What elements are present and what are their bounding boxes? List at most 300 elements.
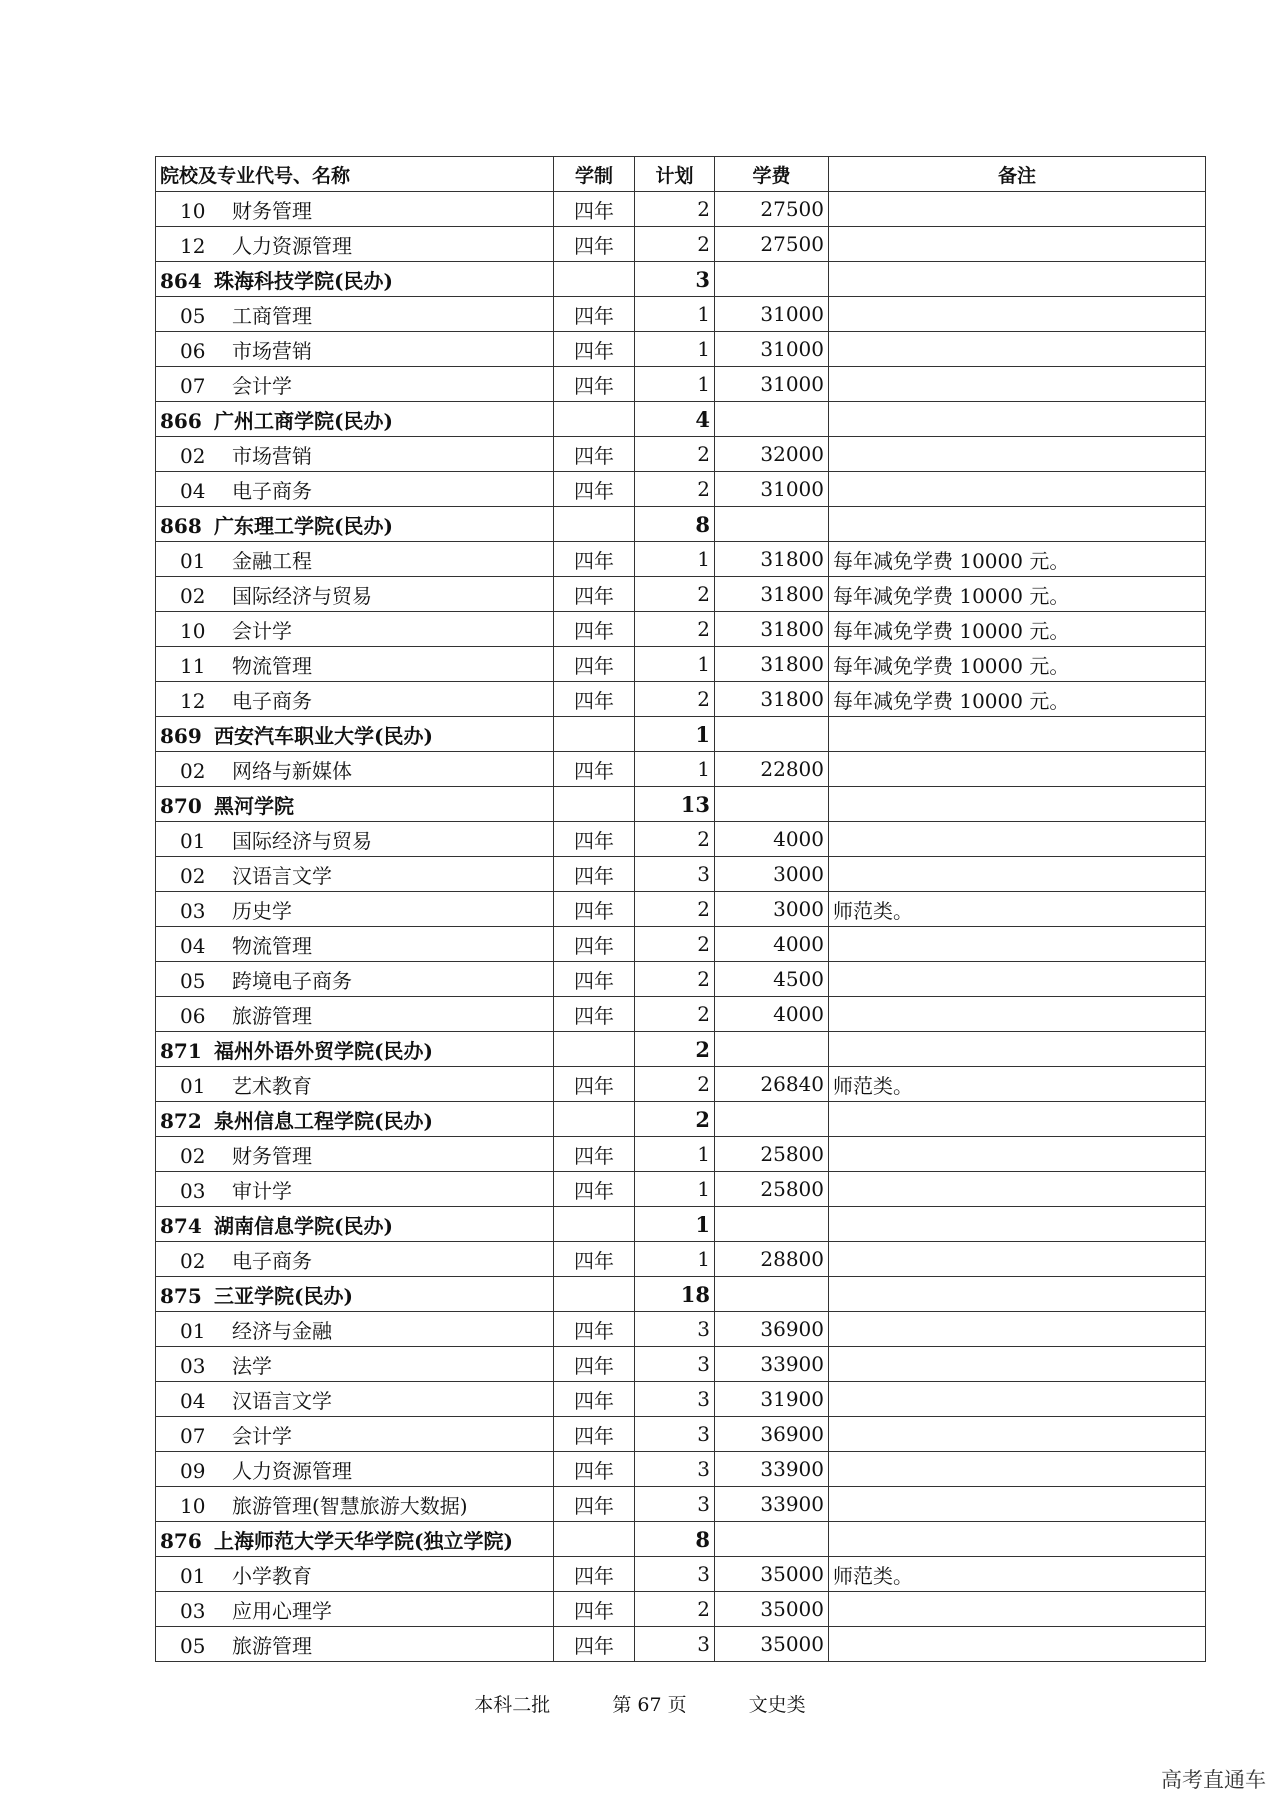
major-code: 03 — [180, 898, 206, 923]
plan-cell: 1 — [635, 297, 715, 332]
school-row — [156, 1522, 1206, 1557]
years-cell — [554, 1277, 635, 1312]
plan-cell: 3 — [635, 857, 715, 892]
major-name-cell — [156, 1347, 554, 1382]
fee-cell — [715, 717, 829, 752]
years-cell: 四年 — [554, 1487, 635, 1522]
major-row — [156, 962, 1206, 997]
fee-cell: 22800 — [715, 752, 829, 787]
school-name-cell — [156, 1522, 554, 1557]
major-code: 02 — [180, 1248, 206, 1273]
major-name: 人力资源管理 — [232, 1458, 352, 1483]
school-row — [156, 1102, 1206, 1137]
school-name: 广东理工学院(民办) — [214, 513, 393, 538]
plan-cell: 2 — [635, 892, 715, 927]
major-code: 02 — [180, 1143, 206, 1168]
school-name: 三亚学院(民办) — [214, 1283, 353, 1308]
school-code: 866 — [160, 408, 202, 433]
fee-cell: 27500 — [715, 227, 829, 262]
note-cell — [829, 1592, 1206, 1627]
major-name: 人力资源管理 — [232, 233, 352, 258]
years-cell — [554, 507, 635, 542]
major-code: 02 — [180, 583, 206, 608]
years-cell: 四年 — [554, 1172, 635, 1207]
major-code: 09 — [180, 1458, 206, 1483]
years-cell — [554, 787, 635, 822]
note-cell — [829, 367, 1206, 402]
header-name: 院校及专业代号、名称 — [156, 157, 554, 192]
fee-cell — [715, 1522, 829, 1557]
fee-cell: 31000 — [715, 297, 829, 332]
note-cell — [829, 857, 1206, 892]
fee-cell — [715, 1277, 829, 1312]
fee-cell: 28800 — [715, 1242, 829, 1277]
school-name: 湖南信息学院(民办) — [214, 1213, 393, 1238]
fee-cell — [715, 1102, 829, 1137]
major-name: 会计学 — [232, 373, 292, 398]
major-row — [156, 1137, 1206, 1172]
note-cell: 每年减免学费 10000 元。 — [829, 682, 1206, 717]
note-cell — [829, 787, 1206, 822]
major-code: 01 — [180, 1073, 206, 1098]
major-row — [156, 682, 1206, 717]
major-name: 艺术教育 — [232, 1073, 312, 1098]
plan-cell: 3 — [635, 1382, 715, 1417]
plan-cell: 1 — [635, 647, 715, 682]
footer-page-number: 第 67 页 — [612, 1694, 687, 1716]
major-code: 01 — [180, 1318, 206, 1343]
note-cell: 每年减免学费 10000 元。 — [829, 577, 1206, 612]
fee-cell: 32000 — [715, 437, 829, 472]
major-name: 国际经济与贸易 — [232, 583, 372, 608]
major-code: 04 — [180, 478, 206, 503]
major-name-cell — [156, 542, 554, 577]
major-row — [156, 577, 1206, 612]
fee-cell: 4000 — [715, 997, 829, 1032]
major-row — [156, 542, 1206, 577]
major-name-cell — [156, 1242, 554, 1277]
plan-cell: 1 — [635, 332, 715, 367]
years-cell — [554, 1207, 635, 1242]
school-name: 泉州信息工程学院(民办) — [214, 1108, 433, 1133]
note-cell — [829, 1172, 1206, 1207]
school-row — [156, 507, 1206, 542]
major-name-cell — [156, 1627, 554, 1662]
major-name-cell — [156, 192, 554, 227]
major-code: 06 — [180, 338, 206, 363]
major-code: 12 — [180, 688, 206, 713]
major-name: 汉语言文学 — [232, 1388, 332, 1413]
header-plan: 计划 — [635, 157, 715, 192]
school-code: 864 — [160, 268, 202, 293]
note-cell — [829, 1242, 1206, 1277]
fee-cell: 36900 — [715, 1417, 829, 1452]
note-cell — [829, 192, 1206, 227]
major-row — [156, 647, 1206, 682]
major-name: 财务管理 — [232, 1143, 312, 1168]
school-code: 868 — [160, 513, 202, 538]
major-name: 电子商务 — [232, 1248, 312, 1273]
plan-cell: 3 — [635, 1557, 715, 1592]
major-name-cell — [156, 752, 554, 787]
major-name-cell — [156, 437, 554, 472]
note-cell — [829, 472, 1206, 507]
school-code: 871 — [160, 1038, 202, 1063]
fee-cell: 31000 — [715, 472, 829, 507]
major-code: 05 — [180, 1633, 206, 1658]
major-code: 05 — [180, 968, 206, 993]
school-name-cell — [156, 717, 554, 752]
major-code: 03 — [180, 1353, 206, 1378]
note-cell — [829, 997, 1206, 1032]
years-cell: 四年 — [554, 332, 635, 367]
major-name-cell — [156, 647, 554, 682]
school-code: 874 — [160, 1213, 202, 1238]
years-cell: 四年 — [554, 1137, 635, 1172]
note-cell — [829, 1627, 1206, 1662]
plan-cell: 2 — [635, 472, 715, 507]
note-cell: 师范类。 — [829, 1557, 1206, 1592]
years-cell: 四年 — [554, 1347, 635, 1382]
years-cell: 四年 — [554, 1067, 635, 1102]
major-name-cell — [156, 472, 554, 507]
fee-cell — [715, 262, 829, 297]
fee-cell: 33900 — [715, 1487, 829, 1522]
major-name: 电子商务 — [232, 478, 312, 503]
major-name-cell — [156, 297, 554, 332]
years-cell — [554, 262, 635, 297]
school-row — [156, 262, 1206, 297]
school-name-cell — [156, 1032, 554, 1067]
page-footer — [0, 1690, 1280, 1717]
footer-batch: 本科二批 — [474, 1694, 551, 1716]
major-name-cell — [156, 857, 554, 892]
plan-cell: 2 — [635, 1592, 715, 1627]
fee-cell: 31800 — [715, 612, 829, 647]
major-code: 02 — [180, 758, 206, 783]
plan-cell: 2 — [635, 927, 715, 962]
major-name-cell — [156, 227, 554, 262]
years-cell: 四年 — [554, 997, 635, 1032]
school-row — [156, 787, 1206, 822]
plan-cell: 3 — [635, 1452, 715, 1487]
major-code: 07 — [180, 1423, 206, 1448]
major-name: 旅游管理 — [232, 1633, 312, 1658]
major-name: 应用心理学 — [232, 1598, 332, 1623]
fee-cell: 4000 — [715, 927, 829, 962]
major-name: 网络与新媒体 — [232, 758, 352, 783]
major-name-cell — [156, 367, 554, 402]
plan-cell: 2 — [635, 192, 715, 227]
major-code: 10 — [180, 618, 206, 643]
plan-cell: 1 — [635, 1207, 715, 1242]
major-name: 旅游管理(智慧旅游大数据) — [232, 1493, 468, 1518]
major-name: 旅游管理 — [232, 1003, 312, 1028]
major-name-cell — [156, 577, 554, 612]
fee-cell — [715, 1032, 829, 1067]
school-name-cell — [156, 1207, 554, 1242]
fee-cell: 31800 — [715, 682, 829, 717]
years-cell: 四年 — [554, 1452, 635, 1487]
major-name: 跨境电子商务 — [232, 968, 352, 993]
plan-cell: 1 — [635, 542, 715, 577]
major-name: 物流管理 — [232, 933, 312, 958]
major-row — [156, 1382, 1206, 1417]
major-name: 金融工程 — [232, 548, 312, 573]
plan-cell: 1 — [635, 717, 715, 752]
header-fee: 学费 — [715, 157, 829, 192]
major-code: 05 — [180, 303, 206, 328]
years-cell: 四年 — [554, 1382, 635, 1417]
plan-cell: 2 — [635, 577, 715, 612]
years-cell — [554, 1032, 635, 1067]
plan-cell: 1 — [635, 367, 715, 402]
major-row — [156, 1172, 1206, 1207]
plan-cell: 8 — [635, 507, 715, 542]
major-code: 01 — [180, 1563, 206, 1588]
major-name: 经济与金融 — [232, 1318, 332, 1343]
major-name: 国际经济与贸易 — [232, 828, 372, 853]
school-name: 黑河学院 — [214, 793, 294, 818]
note-cell — [829, 507, 1206, 542]
major-row — [156, 297, 1206, 332]
school-name: 福州外语外贸学院(民办) — [214, 1038, 433, 1063]
major-name-cell — [156, 962, 554, 997]
plan-cell: 13 — [635, 787, 715, 822]
fee-cell: 4500 — [715, 962, 829, 997]
major-name: 小学教育 — [232, 1563, 312, 1588]
years-cell: 四年 — [554, 612, 635, 647]
fee-cell: 35000 — [715, 1627, 829, 1662]
plan-cell: 3 — [635, 1417, 715, 1452]
fee-cell: 3000 — [715, 857, 829, 892]
major-name-cell — [156, 1487, 554, 1522]
major-row — [156, 1067, 1206, 1102]
school-name: 珠海科技学院(民办) — [214, 268, 393, 293]
school-code: 870 — [160, 793, 202, 818]
plan-cell: 3 — [635, 1312, 715, 1347]
note-cell: 师范类。 — [829, 1067, 1206, 1102]
major-row — [156, 892, 1206, 927]
plan-cell: 2 — [635, 227, 715, 262]
plan-cell: 2 — [635, 1032, 715, 1067]
major-name: 会计学 — [232, 618, 292, 643]
major-row — [156, 1592, 1206, 1627]
years-cell: 四年 — [554, 1592, 635, 1627]
years-cell: 四年 — [554, 192, 635, 227]
major-code: 07 — [180, 373, 206, 398]
table-header-row — [156, 157, 1206, 192]
note-cell — [829, 1312, 1206, 1347]
major-name-cell — [156, 332, 554, 367]
plan-cell: 1 — [635, 1137, 715, 1172]
major-name-cell — [156, 682, 554, 717]
major-name-cell — [156, 892, 554, 927]
header-note: 备注 — [829, 157, 1206, 192]
school-row — [156, 402, 1206, 437]
note-cell: 每年减免学费 10000 元。 — [829, 647, 1206, 682]
major-row — [156, 1627, 1206, 1662]
years-cell: 四年 — [554, 297, 635, 332]
major-name-cell — [156, 1137, 554, 1172]
major-row — [156, 857, 1206, 892]
major-row — [156, 1347, 1206, 1382]
major-name: 市场营销 — [232, 443, 312, 468]
years-cell: 四年 — [554, 892, 635, 927]
plan-cell: 2 — [635, 612, 715, 647]
major-code: 01 — [180, 828, 206, 853]
major-name-cell — [156, 1172, 554, 1207]
plan-cell: 1 — [635, 1242, 715, 1277]
years-cell: 四年 — [554, 1312, 635, 1347]
fee-cell: 31800 — [715, 542, 829, 577]
years-cell: 四年 — [554, 927, 635, 962]
school-code: 869 — [160, 723, 202, 748]
note-cell: 每年减免学费 10000 元。 — [829, 542, 1206, 577]
fee-cell: 26840 — [715, 1067, 829, 1102]
school-name-cell — [156, 1277, 554, 1312]
major-code: 06 — [180, 1003, 206, 1028]
major-name: 工商管理 — [232, 303, 312, 328]
years-cell: 四年 — [554, 367, 635, 402]
major-name-cell — [156, 1312, 554, 1347]
admission-plan-table — [155, 156, 1206, 1662]
years-cell: 四年 — [554, 647, 635, 682]
major-name: 电子商务 — [232, 688, 312, 713]
note-cell — [829, 752, 1206, 787]
major-row — [156, 437, 1206, 472]
years-cell: 四年 — [554, 962, 635, 997]
table-body — [156, 192, 1206, 1662]
major-code: 10 — [180, 1493, 206, 1518]
major-code: 03 — [180, 1178, 206, 1203]
major-name: 会计学 — [232, 1423, 292, 1448]
plan-cell: 4 — [635, 402, 715, 437]
major-row — [156, 927, 1206, 962]
major-name: 汉语言文学 — [232, 863, 332, 888]
fee-cell: 27500 — [715, 192, 829, 227]
note-cell — [829, 1277, 1206, 1312]
school-name-cell — [156, 787, 554, 822]
years-cell: 四年 — [554, 472, 635, 507]
years-cell: 四年 — [554, 227, 635, 262]
fee-cell — [715, 507, 829, 542]
years-cell: 四年 — [554, 822, 635, 857]
years-cell — [554, 717, 635, 752]
plan-cell: 2 — [635, 962, 715, 997]
major-name-cell — [156, 822, 554, 857]
major-name: 财务管理 — [232, 198, 312, 223]
fee-cell: 35000 — [715, 1557, 829, 1592]
note-cell — [829, 262, 1206, 297]
note-cell — [829, 1522, 1206, 1557]
major-code: 03 — [180, 1598, 206, 1623]
plan-cell: 18 — [635, 1277, 715, 1312]
major-name: 市场营销 — [232, 338, 312, 363]
fee-cell: 31900 — [715, 1382, 829, 1417]
major-row — [156, 367, 1206, 402]
school-code: 872 — [160, 1108, 202, 1133]
years-cell: 四年 — [554, 542, 635, 577]
years-cell: 四年 — [554, 1557, 635, 1592]
major-row — [156, 997, 1206, 1032]
plan-cell: 2 — [635, 682, 715, 717]
plan-cell: 2 — [635, 822, 715, 857]
note-cell — [829, 1452, 1206, 1487]
major-code: 11 — [180, 653, 206, 678]
years-cell — [554, 1522, 635, 1557]
major-code: 01 — [180, 548, 206, 573]
school-row — [156, 1032, 1206, 1067]
note-cell — [829, 1032, 1206, 1067]
fee-cell: 31800 — [715, 647, 829, 682]
note-cell — [829, 962, 1206, 997]
major-name-cell — [156, 997, 554, 1032]
years-cell: 四年 — [554, 682, 635, 717]
major-row — [156, 332, 1206, 367]
major-name-cell — [156, 612, 554, 647]
fee-cell — [715, 787, 829, 822]
fee-cell: 25800 — [715, 1172, 829, 1207]
years-cell: 四年 — [554, 577, 635, 612]
note-cell — [829, 297, 1206, 332]
school-name: 广州工商学院(民办) — [214, 408, 393, 433]
school-name-cell — [156, 507, 554, 542]
plan-cell: 2 — [635, 437, 715, 472]
note-cell — [829, 1347, 1206, 1382]
school-row — [156, 717, 1206, 752]
fee-cell: 31800 — [715, 577, 829, 612]
fee-cell: 33900 — [715, 1452, 829, 1487]
major-row — [156, 1487, 1206, 1522]
plan-cell: 2 — [635, 1102, 715, 1137]
note-cell — [829, 1137, 1206, 1172]
note-cell — [829, 437, 1206, 472]
years-cell: 四年 — [554, 437, 635, 472]
major-row — [156, 822, 1206, 857]
years-cell: 四年 — [554, 752, 635, 787]
fee-cell: 4000 — [715, 822, 829, 857]
note-cell — [829, 1102, 1206, 1137]
plan-cell: 3 — [635, 1627, 715, 1662]
major-row — [156, 1557, 1206, 1592]
note-cell — [829, 1382, 1206, 1417]
fee-cell: 25800 — [715, 1137, 829, 1172]
plan-cell: 3 — [635, 1347, 715, 1382]
note-cell — [829, 822, 1206, 857]
header-years: 学制 — [554, 157, 635, 192]
major-name-cell — [156, 927, 554, 962]
note-cell — [829, 717, 1206, 752]
major-row — [156, 227, 1206, 262]
note-cell — [829, 1207, 1206, 1242]
years-cell — [554, 1102, 635, 1137]
fee-cell — [715, 402, 829, 437]
major-name-cell — [156, 1382, 554, 1417]
major-name-cell — [156, 1592, 554, 1627]
school-code: 875 — [160, 1283, 202, 1308]
plan-cell: 3 — [635, 262, 715, 297]
watermark-text: 高考直通车 — [1161, 1768, 1266, 1792]
footer-category: 文史类 — [748, 1694, 806, 1716]
fee-cell: 36900 — [715, 1312, 829, 1347]
major-name-cell — [156, 1067, 554, 1102]
major-name: 法学 — [232, 1353, 272, 1378]
major-row — [156, 192, 1206, 227]
school-row — [156, 1207, 1206, 1242]
note-cell — [829, 227, 1206, 262]
school-name-cell — [156, 1102, 554, 1137]
